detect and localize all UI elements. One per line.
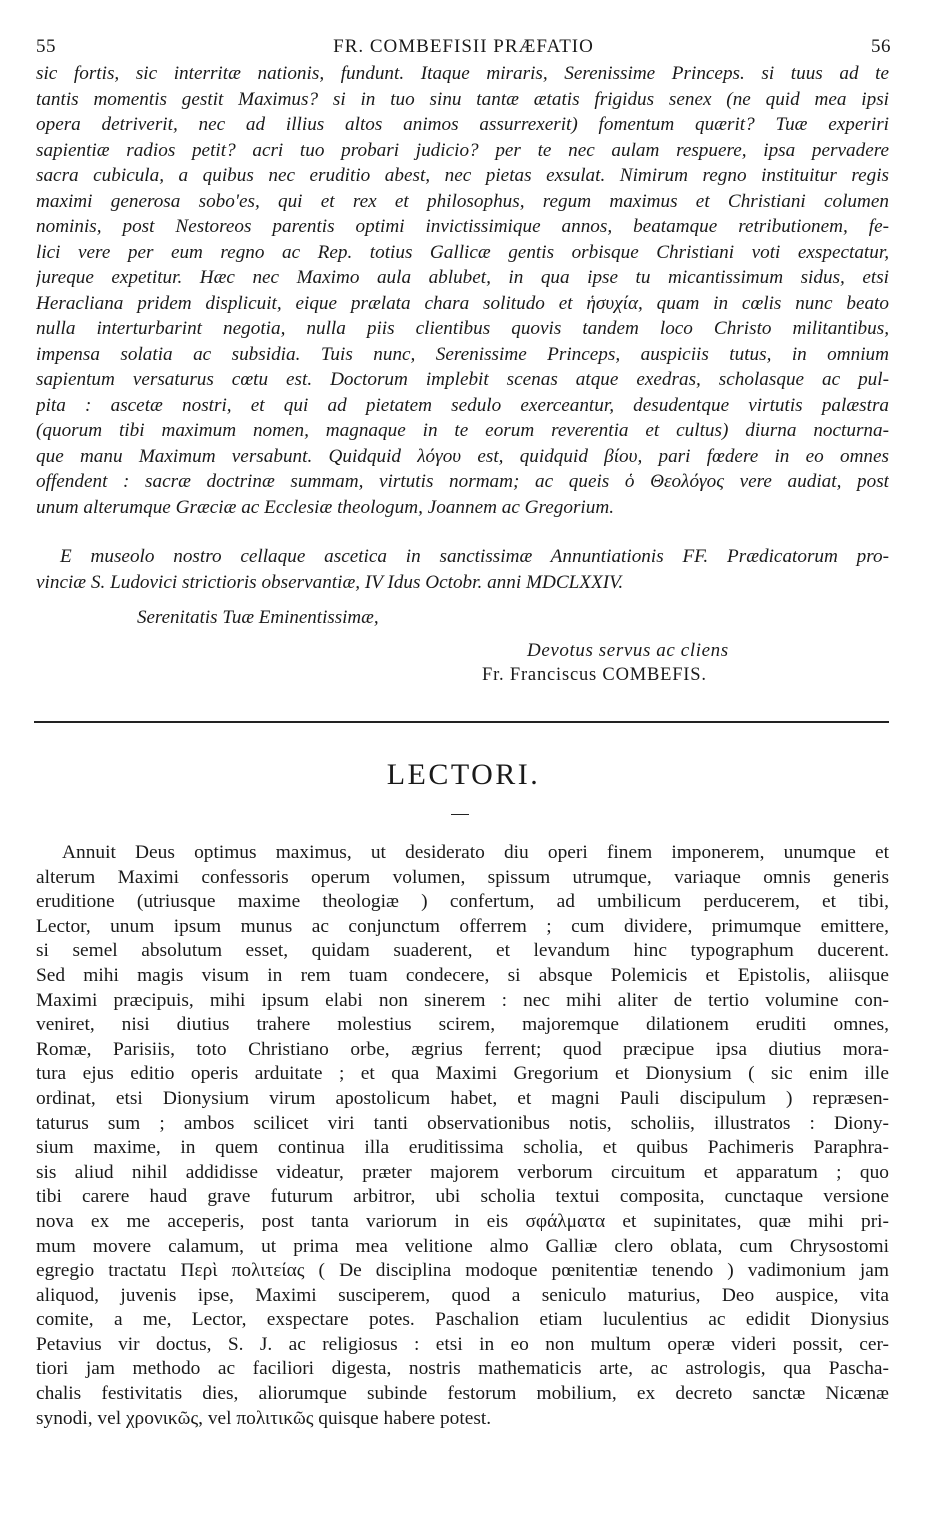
text-line: lici vere per eum regno ac Rep. totius Gallicæ gentis orbisque Christiani voti exspectatur, — [36, 241, 889, 263]
section-title: LECTORI. — [386, 758, 541, 791]
text-line: tura ejus editio operis arduitate ; et qua Maximi Gregorium et Dionysium ( sic enim ille — [36, 1063, 889, 1085]
text-line: offendent : sacræ doctrinæ summam, virtutis normam; ac queis ὁ Θεολόγος vere audiat, post — [36, 471, 889, 492]
text-line: aliquod, juvenis ipse, Maximi susciperem, quod a seniculo maturius, Deo auspice, vita — [36, 1284, 889, 1306]
text-line: opera detriverit, nec ad illius altos animos assurrexerit) fomentum quærit? Tuæ experiri — [36, 114, 889, 135]
text-line: alterum Maximi confessoris operum volumen, spissum utrumque, variaque omnis generis — [36, 866, 889, 888]
running-header — [34, 36, 893, 62]
text-line: Annuit Deus optimus maximus, ut desiderato diu operi finem imponerem, unumque et — [62, 842, 889, 863]
text-line: veniret, nisi diutius trahere molestius scirem, majoremque dilationem eruditi omnes, — [36, 1014, 889, 1036]
text-line: que manu Maximum versabunt. Quidquid λόγου est, quidquid βίου, pari fœdere in eo omnes — [36, 445, 889, 467]
text-line: synodi, vel χρονικῶς, vel πολιτικῶς quisque habere potest. — [36, 1407, 492, 1429]
text-line: Maximi præcipuis, mihi ipsum elabi non sinerem : nec mihi aliter de tertio volumine con- — [36, 989, 889, 1011]
text-line: jureque expetitur. Hæc nec Maximo aula ablubet, in qua ipse tu micantissimum sidus, etsi — [36, 267, 889, 288]
text-line: nova ex me acceperis, post tanta variorum in eis σφάλματα et supinitates, quæ mihi pri- — [36, 1210, 889, 1232]
text-line: nominis, post Nestoreos parentis optimi invictissimique annos, beatamque retributionem, fe- — [36, 216, 889, 237]
text-line: si semel absolutum esset, quidam suaderent, et levandum hinc typographum ducerent. — [36, 940, 889, 962]
running-title: FR. COMBEFISII PRÆFATIO — [333, 36, 594, 57]
prefatio-text — [36, 61, 889, 520]
text-line: maximi generosa sobo'es, qui et rex et philosophus, regum maximus et Christiani columen — [36, 190, 889, 212]
text-line: sis aliud nihil addidisse videatur, præter majorem verborum circuitum et apparatum ; quo — [36, 1161, 889, 1183]
text-line: tantis momentis gestit Maximus? si in tuo sinu tantæ ætatis frigidus senex (ne quid mea ipsi — [36, 88, 889, 110]
text-line: sium maxime, in quem continua illa eruditissima scholia, et quibus Pachimeris Paraphra- — [36, 1137, 889, 1159]
signature-formula: Devotus servus ac cliens — [527, 640, 729, 661]
text-line: eruditione (utriusque maxime theologiæ ) confertum, ad umbilicum perducerem, et tibi, — [36, 891, 889, 913]
text-line: sic fortis, sic interritæ nationis, fundunt. Itaque miraris, Serenissime Princeps. si tuus ad te — [36, 63, 889, 84]
signatory-name: Fr. Franciscus COMBEFIS. — [482, 665, 707, 685]
page-number-right: 56 — [871, 36, 891, 57]
section-divider — [34, 721, 889, 723]
closing-salutation: Serenitatis Tuæ Eminentissimæ, — [137, 607, 379, 628]
text-line: impensa solatia ac subsidia. Tuis nunc, Serenissime Princeps, auspiciis tutus, in omnium — [36, 343, 889, 365]
text-line: sapientiæ radios petit? acri tuo probari judicio? per te nec aulam respuere, ipsa pervadere — [36, 139, 889, 161]
text-line: E museolo nostro cellaque ascetica in sanctissimæ Annuntiationis FF. Prædicatorum pro- — [60, 546, 889, 567]
text-line: pita : ascetæ nostri, et qui ad pietatem sedulo exerceantur, desudentque virtutis palæstra — [36, 394, 889, 416]
text-line: chalis festivitatis dies, aliorumque subinde festorum mobilium, ex decreto sanctæ Nicænæ — [36, 1383, 889, 1405]
text-line: sapientum versaturus cœtu est. Doctorum implebit scenas atque exedras, scholasque ac pul- — [36, 369, 889, 390]
text-line: ordinat, etsi Dionysium virum apostolicum habet, et magni Pauli discipulum ) repræsen- — [36, 1087, 889, 1109]
text-line: unum alterumque Græciæ ac Ecclesiæ theologum, Joannem ac Gregorium. — [36, 496, 615, 518]
text-line: tibi carere haud grave futurum arbitror, ubi scholia textui composita, cunctaque versione — [36, 1186, 889, 1208]
text-line: nulla interturbarint negotia, nulla piis clientibus quovis tandem loco Christo militantibus, — [36, 318, 889, 339]
text-line: Romæ, Parisiis, toto Christiano orbe, ægrius ferrent; quod præcipue ipsa diutius mora- — [36, 1038, 889, 1060]
text-line: egregio tractatu Περὶ πολιτείας ( De disciplina modoque pœnitentiæ tenendo ) vadimonium jam — [36, 1260, 889, 1282]
text-line: tiori jam methodo ac faciliori digesta, nostris mathematicis arte, ac astrologis, qua Pascha- — [36, 1358, 889, 1380]
page-number-left: 55 — [36, 36, 56, 57]
text-line: vinciæ S. Ludovici strictioris observantiæ, IV Idus Octobr. anni MDCLXXIV. — [36, 571, 624, 593]
text-line: taturus sum ; ambos scilicet viri tanti observationibus notis, scholiis, illustratos : Diony- — [36, 1112, 889, 1134]
text-line: sacra cubicula, a quibus nec eruditio abest, nec pietas exsulat. Nimirum regno instituitur regis — [36, 165, 889, 186]
colophon — [36, 544, 889, 595]
text-line: Petavius vir doctus, S. J. ac religiosus : etsi in eo non multum operæ videri possit, cer- — [36, 1333, 889, 1355]
text-line: Lector, unum ipsum munus ac conjunctum offerrem ; cum dividere, primumque emittere, — [36, 915, 889, 937]
text-line: mum movere calamum, ut prima mea velitione almo Galliæ clero oblata, cum Chrysostomi — [36, 1235, 889, 1257]
text-line: (quorum tibi maximum nomen, magnaque in te eorum reverentia et cultus) diurna nocturna- — [36, 420, 889, 441]
lectori-text — [36, 841, 889, 1431]
text-line: Sed mihi magis visum in rem tuam condecere, si absque Polemicis et Epistolis, aliisque — [36, 964, 889, 986]
text-line: Heracliana pridem displicuit, eique prælata chara solitudo et ἡσυχία, quam in cœlis nunc beato — [36, 292, 889, 314]
text-line: comite, a me, Lector, exspectare potes. Paschalion etiam luculentius ac edidit Dionysius — [36, 1309, 889, 1331]
title-underline — [451, 814, 469, 815]
